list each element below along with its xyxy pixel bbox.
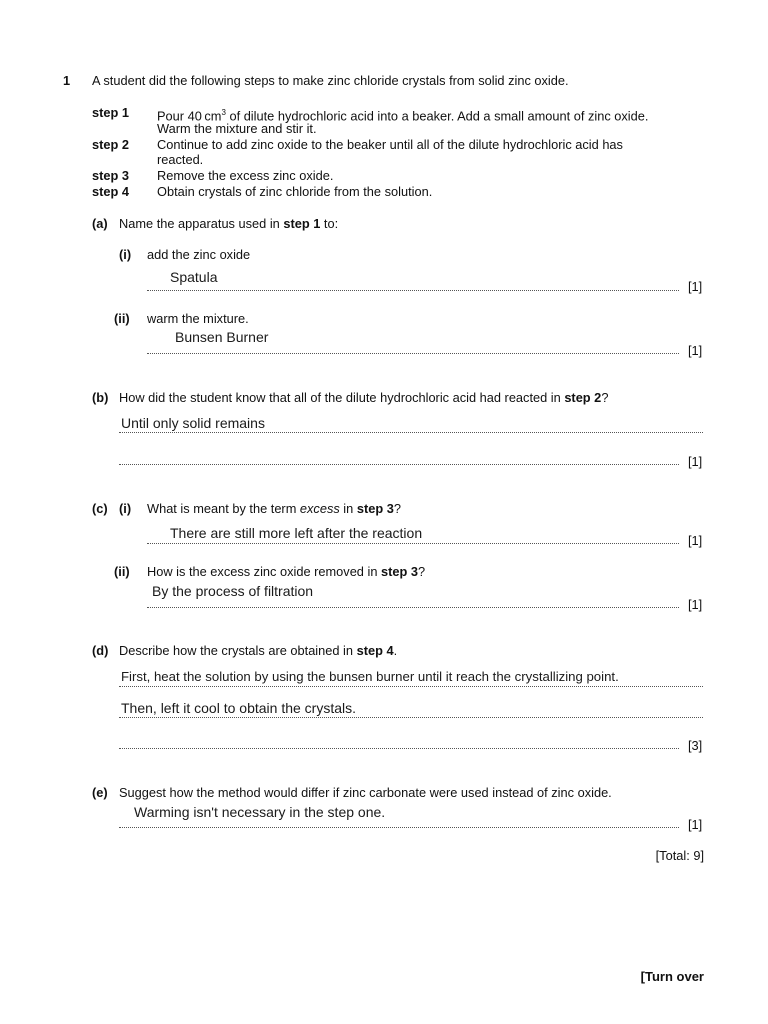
answer-line	[147, 353, 679, 354]
part-b-answer[interactable]: Until only solid remains	[121, 415, 265, 431]
answer-line	[147, 290, 679, 291]
part-c-i-mark: [1]	[688, 533, 703, 548]
step-2-text: Continue to add zinc oxide to the beaker until all of the dilute hydrochloric acid has	[157, 137, 623, 152]
step-2-label: step 2	[92, 137, 129, 152]
part-d-stem: Describe how the crystals are obtained in step 4.	[119, 643, 398, 658]
part-a-label: (a)	[92, 216, 108, 231]
answer-line	[119, 464, 679, 465]
part-d-answer-line2[interactable]: Then, left it cool to obtain the crystals.	[121, 700, 357, 716]
answer-line	[147, 543, 679, 544]
total-marks: [Total: 9]	[655, 848, 704, 863]
answer-line	[119, 717, 703, 718]
step-4-label: step 4	[92, 184, 129, 199]
part-c-ii-mark: [1]	[688, 597, 703, 612]
step-2-text-line2: reacted.	[157, 152, 204, 167]
part-c-ii-answer[interactable]: By the process of filtration	[152, 583, 314, 599]
part-a-i-label: (i)	[119, 247, 132, 262]
part-c-ii-stem: How is the excess zinc oxide removed in step 3?	[147, 564, 426, 579]
step-1-text: Pour 40 $cm^3$ of dilute hydrochloric acid into a beaker. Add a small amount of zinc oxide.	[157, 108, 649, 124]
part-b-stem: How did the student know that all of the dilute hydrochloric acid had reacted in step 2?	[119, 390, 609, 405]
part-a-ii-mark: [1]	[688, 343, 703, 358]
step-1-label: step 1	[92, 105, 129, 120]
part-e-answer[interactable]: Warming isn't necessary in the step one.	[134, 804, 386, 820]
part-b-mark: [1]	[688, 454, 703, 469]
part-a-ii-text: warm the mixture.	[147, 311, 249, 326]
answer-line	[119, 748, 679, 749]
step-3-text: Remove the excess zinc oxide.	[157, 168, 334, 183]
part-c-i-stem: What is meant by the term excess in step 3?	[147, 501, 401, 516]
answer-line	[119, 827, 679, 828]
question-intro: A student did the following steps to make zinc chloride crystals from solid zinc oxide.	[92, 73, 569, 88]
part-a-i-answer[interactable]: Spatula	[170, 269, 218, 285]
part-a-i-mark: [1]	[688, 279, 703, 294]
part-c-i-answer[interactable]: There are still more left after the reaction	[170, 525, 423, 541]
part-c-ii-label: (ii)	[114, 564, 130, 579]
step-3-label: step 3	[92, 168, 129, 183]
part-d-label: (d)	[92, 643, 109, 658]
part-a-stem: Name the apparatus used in step 1 to:	[119, 216, 339, 231]
part-e-stem: Suggest how the method would differ if zinc carbonate were used instead of zinc oxide.	[119, 785, 612, 800]
part-a-i-text: add the zinc oxide	[147, 247, 251, 262]
step-1-text-line2: Warm the mixture and stir it.	[157, 121, 317, 136]
part-e-mark: [1]	[688, 817, 703, 832]
part-a-ii-label: (ii)	[114, 311, 130, 326]
part-d-mark: [3]	[688, 738, 703, 753]
part-e-label: (e)	[92, 785, 108, 800]
answer-line	[147, 607, 679, 608]
turn-over-footer: [Turn over	[640, 969, 704, 984]
part-c-label: (c)	[92, 501, 108, 516]
part-a-ii-answer[interactable]: Bunsen Burner	[175, 329, 269, 345]
question-number: 1	[63, 73, 71, 88]
answer-line	[119, 432, 703, 433]
part-b-label: (b)	[92, 390, 109, 405]
part-d-answer-line1[interactable]: First, heat the solution by using the bunsen burner until it reach the crystallizing point.	[121, 669, 619, 684]
answer-line	[119, 686, 703, 687]
step-4-text: Obtain crystals of zinc chloride from the solution.	[157, 184, 433, 199]
part-c-i-label: (i)	[119, 501, 132, 516]
